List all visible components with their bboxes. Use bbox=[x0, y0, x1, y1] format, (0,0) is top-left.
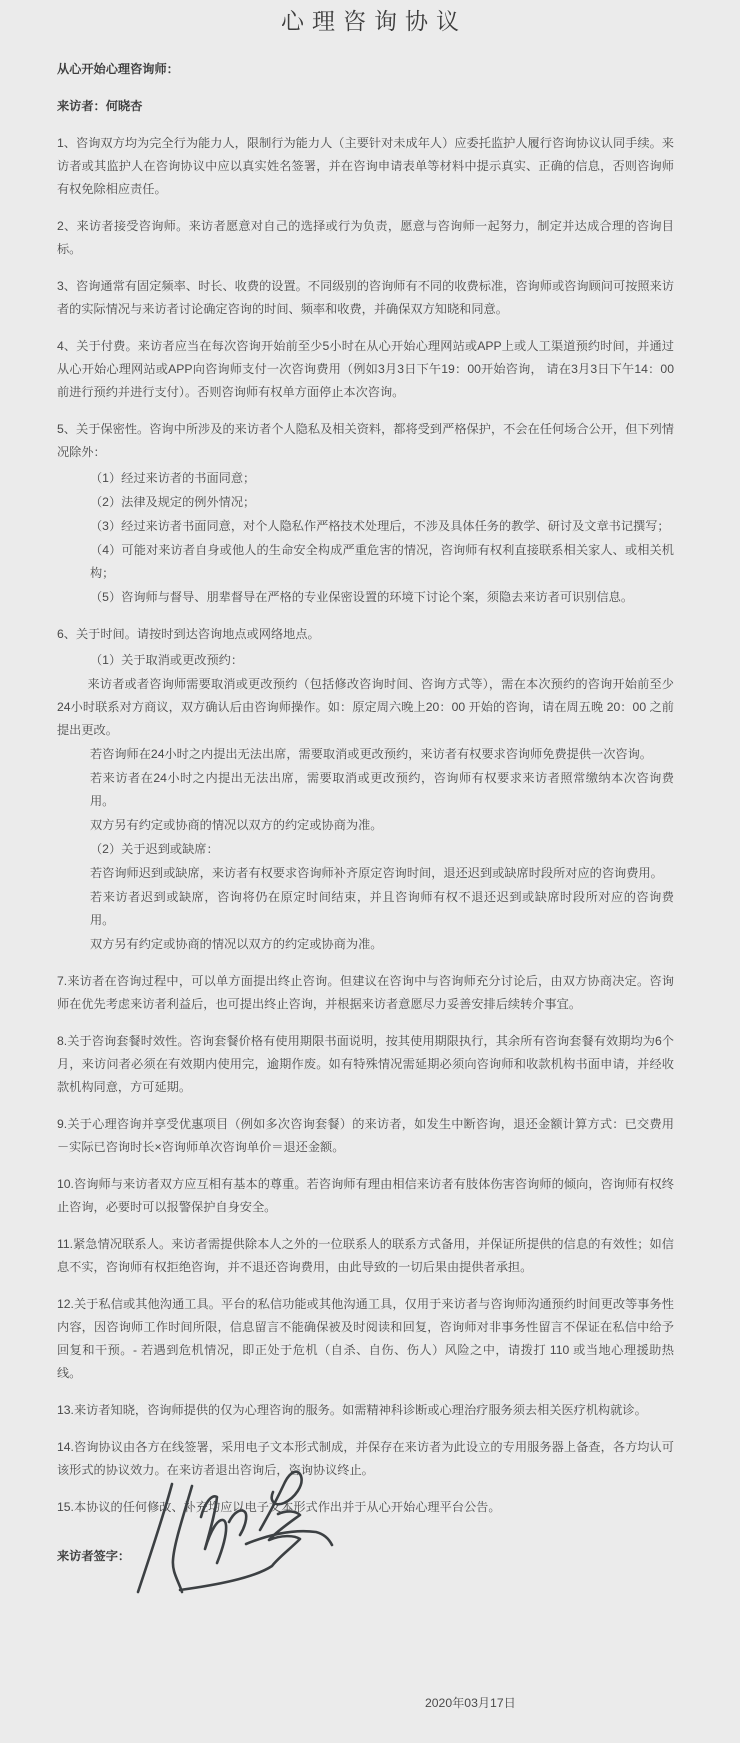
agreement-clause-4: 4、关于付费。来访者应当在每次咨询开始前至少5小时在从心开始心理网站或APP上或人工渠道预约时间，并通过从心开始心理网站或APP向咨询师支付一次咨询费用（例如3月3日下午19：00开始咨询， 请在3月3日下午14：00前进行预约并进行支付）。否则咨询师有权单方面停止本次咨询。 bbox=[57, 339, 674, 399]
visitor-name: 何晓杏 bbox=[105, 99, 143, 113]
clause-6-rule-negotiated-2: 双方另有约定或协商的情况以双方的约定或协商为准。 bbox=[90, 937, 383, 951]
agreement-clause-10: 10.咨询师与来访者双方应互相有基本的尊重。若咨询师有理由相信来访者有肢体伤害咨询师的倾向，咨询师有权终止咨询，必要时可以报警保护自身安全。 bbox=[57, 1177, 674, 1214]
agreement-clause-2: 2、来访者接受咨询师。来访者愿意对自己的选择或行为负责，愿意与咨询师一起努力，制定并达成合理的咨询目标。 bbox=[57, 219, 674, 256]
clause-5-item-2: （2）法律及规定的例外情况； bbox=[90, 495, 256, 509]
signature-drawing bbox=[88, 1422, 368, 1642]
clause-6-rule-negotiated-1: 双方另有约定或协商的情况以双方的约定或协商为准。 bbox=[90, 818, 383, 832]
signature-label: 来访者签字： bbox=[57, 1549, 131, 1563]
agreement-clause-14: 14.咨询协议由各方在线签署，采用电子文本形式制成，并保存在来访者为此设立的专用服务器上备查，各方均认可该形式的协议效力。在来访者退出咨询后，咨询协议终止。 bbox=[57, 1440, 674, 1477]
agreement-clause-9: 9.关于心理咨询并享受优惠项目（例如多次咨询套餐）的来访者，如发生中断咨询，退还金额计算方式：已交费用－实际已咨询时长×咨询师单次咨询单价＝退还金额。 bbox=[57, 1117, 674, 1154]
document-date: 2020年03月17日 bbox=[425, 1696, 516, 1710]
clause-5-item-3: （3）经过来访者书面同意，对个人隐私作严格技术处理后，不涉及具体任务的教学、研讨及文章书记撰写； bbox=[90, 519, 670, 533]
clause-6-rule-visitor-late: 若来访者迟到或缺席，咨询将仍在原定时间结束，并且咨询师有权不退还迟到或缺席时段所对应的咨询费用。 bbox=[90, 890, 674, 927]
clause-6-item-1: （1）关于取消或更改预约： bbox=[90, 653, 244, 667]
agreement-clause-6: 6、关于时间。请按时到达咨询地点或网络地点。 bbox=[57, 627, 320, 641]
document-title: 心理咨询协议 bbox=[281, 8, 467, 34]
agreement-clause-3: 3、咨询通常有固定频率、时长、收费的设置。不同级别的咨询师有不同的收费标准，咨询师或咨询顾问可按照来访者的实际情况与来访者讨论确定咨询的时间、频率和收费，并确保双方知晓和同意。 bbox=[57, 279, 674, 316]
visitor-line bbox=[57, 95, 674, 118]
clause-5-item-1: （1）经过来访者的书面同意； bbox=[90, 471, 256, 485]
clause-5-item-5: （5）咨询师与督导、朋辈督导在严格的专业保密设置的环境下讨论个案，须隐去来访者可识别信息。 bbox=[90, 590, 634, 604]
counselor-line: 从心开始心理咨询师： bbox=[57, 62, 179, 76]
clause-6-item-2: （2）关于迟到或缺席： bbox=[90, 842, 219, 856]
agreement-clause-11: 11.紧急情况联系人。来访者需提供除本人之外的一位联系人的联系方式备用，并保证所提供的信息的有效性；如信息不实，咨询师有权拒绝咨询，并不退还咨询费用，由此导致的一切后果由提供者承担。 bbox=[57, 1237, 674, 1274]
agreement-clause-7: 7.来访者在咨询过程中，可以单方面提出终止咨询。但建议在咨询中与咨询师充分讨论后，由双方协商决定。咨询师在优先考虑来访者利益后，也可提出终止咨询，并根据来访者意愿尽力妥善安排后续转介事宜。 bbox=[57, 974, 674, 1011]
agreement-clause-15: 15.本协议的任何修改、补充均应以电子文本形式作出并于从心开始心理平台公告。 bbox=[57, 1500, 501, 1514]
agreement-clause-5: 5、关于保密性。咨询中所涉及的来访者个人隐私及相关资料，都将受到严格保护，不会在任何场合公开，但下列情况除外： bbox=[57, 422, 674, 459]
visitor-label: 来访者： bbox=[57, 99, 106, 113]
agreement-clause-1: 1、咨询双方均为完全行为能力人，限制行为能力人（主要针对未成年人）应委托监护人履行咨询协议认同手续。来访者或其监护人在咨询协议中应以真实姓名签署，并在咨询申请表单等材料中提示真实、正确的信息，否则咨询师有权免除相应责任。 bbox=[57, 136, 674, 196]
clause-6-rule-counselor-cancel: 若咨询师在24小时之内提出无法出席，需要取消或更改预约，来访者有权要求咨询师免费提供一次咨询。 bbox=[90, 747, 652, 761]
clause-6-rule-visitor-cancel: 若来访者在24小时之内提出无法出席，需要取消或更改预约，咨询师有权要求来访者照常缴纳本次咨询费用。 bbox=[90, 771, 674, 808]
agreement-clause-12: 12.关于私信或其他沟通工具。平台的私信功能或其他沟通工具，仅用于来访者与咨询师沟通预约时间更改等事务性内容，因咨询师工作时间所限，信息留言不能确保被及时阅读和回复，咨询师对非事务性留言不保证在私信中给予回复和干预。- 若遇到危机情况，即正处于危机（自杀、自伤、伤人）风险之中，请拨打 110 或当地心理援助热线。 bbox=[57, 1297, 674, 1380]
clause-6-rule-counselor-late: 若咨询师迟到或缺席，来访者有权要求咨询师补齐原定咨询时间，退还迟到或缺席时段所对应的咨询费用。 bbox=[90, 866, 663, 880]
signature-strokes-icon bbox=[88, 1422, 368, 1642]
clause-5-item-4: （4）可能对来访者自身或他人的生命安全构成严重危害的情况，咨询师有权利直接联系相关家人、或相关机构； bbox=[90, 543, 674, 580]
agreement-clause-13: 13.来访者知晓，咨询师提供的仅为心理咨询的服务。如需精神科诊断或心理治疗服务须去相关医疗机构就诊。 bbox=[57, 1403, 647, 1417]
clause-6-item-1-detail: 来访者或者咨询师需要取消或更改预约（包括修改咨询时间、咨询方式等），需在本次预约的咨询开始前至少24小时联系对方商议，双方确认后由咨询师操作。如：原定周六晚上20：00 开始的咨询，请在周五晚 20：00 之前提出更改。 bbox=[57, 677, 674, 737]
document-body bbox=[57, 58, 674, 1568]
agreement-clause-8: 8.关于咨询套餐时效性。咨询套餐价格有使用期限书面说明，按其使用期限执行，其余所有咨询套餐有效期均为6个月，来访问者必须在有效期内使用完，逾期作废。如有特殊情况需延期必须向咨询师和收款机构书面申请，并经收款机构同意，方可延期。 bbox=[57, 1034, 674, 1094]
